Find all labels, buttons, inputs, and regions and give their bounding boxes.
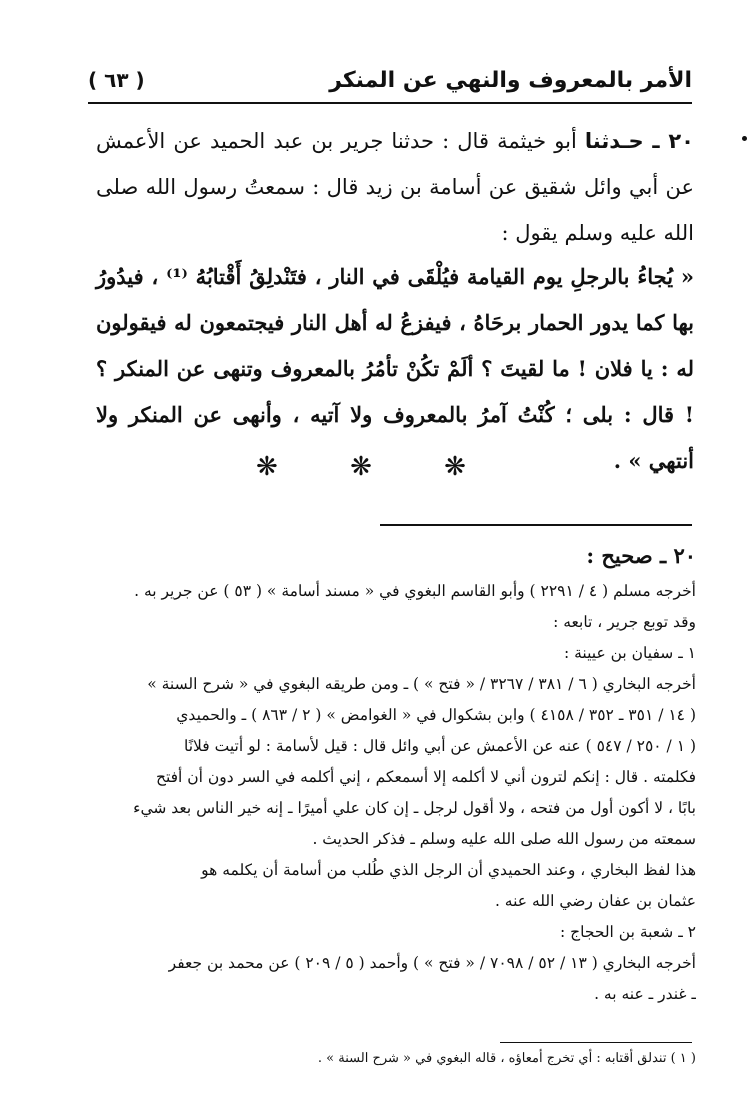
notes-rule [380,524,692,526]
note-line: بابًا ، لا أكون أول من فتحه ، ولا أقول لرجل ـ إن كان علي أميرًا ـ إنه خير الناس بعد شيء [133,799,696,817]
margin-dot [742,136,747,141]
hadith-matn: « يُجاءُ بالرجلِ يوم القيامة فيُلْقَى في النار ، فتَنْدلِقُ أَقْتابُهُ ⁽¹⁾ ، فيدُورُ بها كما يدور الحمار برحَاهُ ، فيفزعُ له أهل النار فيجتمعون له فيقولون له : يا فلان ! ما لقيتَ ؟ ألَمْ تكُنْ تأمُرُ بالمعروف وتنهى عن المنكر ؟ ! قال : بلى ؛ كُنْتُ آمرُ بالمعروف ولا آتيه ، وأنهى عن المنكر ولا أنتهي » . [96,264,694,473]
page-header [88,58,692,102]
notes-heading: ٢٠ ـ صحيح : [586,543,696,568]
footnote: ( ١ ) تندلق أقتابه : أي تخرج أمعاؤه ، قاله البغوي في « شرح السنة » . [317,1051,696,1066]
note-line: هذا لفظ البخاري ، وعند الحميدي أن الرجل الذي طُلب من أسامة أن يكلمه هو [201,861,696,879]
takhrij-notes [94,536,696,1010]
note-line: عثمان بن عفان رضي الله عنه . [494,892,696,910]
hadith-intro-text: أبو خيثمة قال : حدثنا جرير بن عبد الحميد عن الأعمش عن أبي وائل شقيق عن أسامة بن زيد قال : سمعتُ رسول الله صلى الله عليه وسلم يقول : [96,129,694,245]
note-line: فكلمته . قال : إنكم لترون أني لا أكلمه إلا أسمعكم ، إني أكلمه في السر دون أن أفتح [155,768,696,786]
note-line: سمعته من رسول الله صلى الله عليه وسلم ـ فذكر الحديث . [312,830,696,848]
note-line: ـ غندر ـ عنه به . [594,985,696,1003]
running-title: الأمر بالمعروف والنهي عن المنكر [329,67,692,93]
note-line: ١ ـ سفيان بن عيينة : [563,644,696,662]
footnote-rule [500,1042,692,1043]
note-line: ٢ ـ شعبة بن الحجاج : [559,923,696,941]
hadith-isnad [96,118,694,256]
note-line: ( ١٤ / ٣٥١ ـ ٣٥٢ / ٤١٥٨ ) وابن بشكوال في « الغوامض » ( ٢ / ٨٦٣ ) ـ والحميدي [176,706,696,724]
header-rule [88,102,692,104]
note-line: أخرجه البخاري ( ٦ / ٣٨١ / ٣٢٦٧ / « فتح » ) ـ ومن طريقه البغوي في « شرح السنة » [147,675,696,693]
section-separator: ❋ ❋ ❋ [256,452,498,482]
hadith-number: ٢٠ ـ حـدثنا [584,129,694,153]
note-line: أخرجه البخاري ( ١٣ / ٥٢ / ٧٠٩٨ / « فتح » ) وأحمد ( ٥ / ٢٠٩ ) عن محمد بن جعفر [168,954,696,972]
note-line: أخرجه مسلم ( ٤ / ٢٢٩١ ) وأبو القاسم البغوي في « مسند أسامة » ( ٥٣ ) عن جرير به . [134,582,696,600]
page-number: ( ٦٣ ) [88,68,145,92]
note-line: وقد توبع جرير ، تابعه : [553,613,696,631]
note-line: ( ١ / ٢٥٠ / ٥٤٧ ) عنه عن الأعمش عن أبي وائل قال : قيل لأسامة : لو أتيت فلانًا [184,737,696,755]
